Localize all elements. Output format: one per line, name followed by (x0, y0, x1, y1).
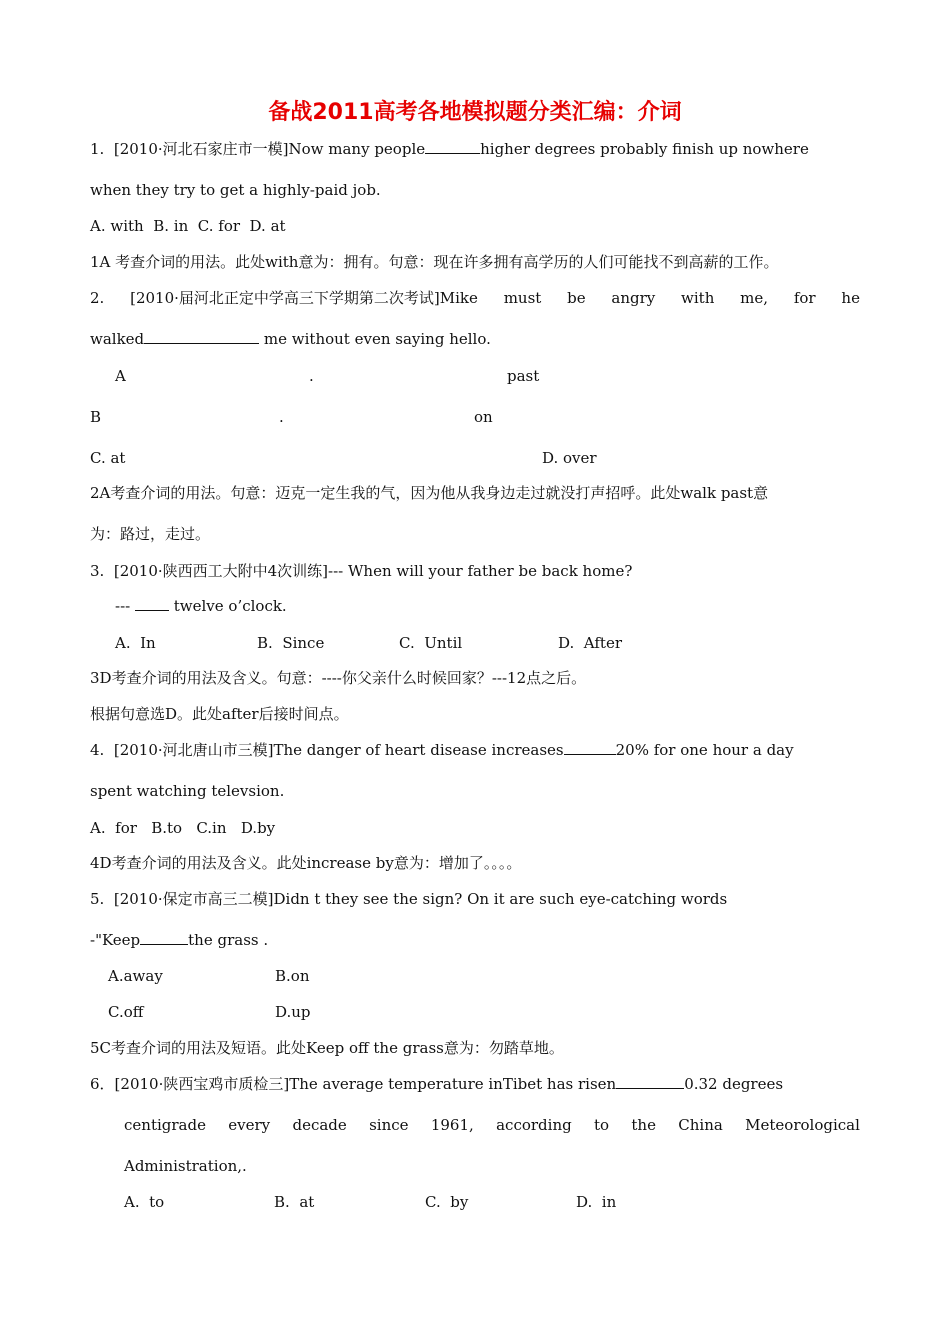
q2-stem-line2: walked me without even saying hello. (90, 330, 491, 348)
q3-option-b: B. Since (257, 634, 325, 652)
q5-blank (140, 930, 188, 945)
q3-answer-line1: 3D考查介词的用法及含义。句意：----你父亲什么时候回家？---12点之后。 (90, 669, 587, 687)
word: the (631, 1116, 656, 1134)
word: 2. (90, 289, 105, 307)
word: [2010·届河北正定中学高三下学期第二次考试]Mike (130, 289, 478, 307)
word: for (793, 289, 816, 307)
q5-option-c: C.off (108, 1003, 144, 1021)
q1-stem-line2: when they try to get a highly-paid job. (90, 181, 381, 199)
q2-option-b-word: on (474, 408, 493, 426)
word: me, (740, 289, 769, 307)
q5-answer: 5C考查介词的用法及短语。此处Keep off the grass意为：勿踏草地。 (90, 1039, 564, 1057)
word: according (496, 1116, 572, 1134)
q2-option-a-word: past (507, 367, 540, 385)
q2-blank (144, 329, 259, 344)
q5-option-a: A.away (108, 967, 163, 985)
q4-blank (564, 740, 616, 755)
q4-options: A. for B.to C.in D.by (90, 819, 276, 837)
word: angry (611, 289, 656, 307)
q5-option-b: B.on (275, 967, 310, 985)
word: every (228, 1116, 271, 1134)
q3-stem-line2: --- twelve o’clock. (115, 597, 287, 615)
q5-stem-line1: 5. [2010·保定市高三二模]Didn t they see the sign? On it are such eye-catching words (90, 890, 728, 908)
q6-option-a: A. to (124, 1193, 165, 1211)
q1-stem-line1: 1. [2010·河北石家庄市一模]Now many people higher degrees probably finish up nowhere (90, 140, 809, 158)
word: Meteorological (745, 1116, 860, 1134)
q2-option-a-dot: . (309, 367, 314, 385)
page-title: 备战2011高考各地模拟题分类汇编：介词 (268, 100, 682, 125)
word: to (594, 1116, 610, 1134)
q4-answer: 4D考查介词的用法及含义。此处increase by意为：增加了。。。。 (90, 854, 522, 872)
q1-blank (425, 139, 480, 154)
word: must (503, 289, 542, 307)
q1-answer: 1A 考查介词的用法。此处with意为：拥有。句意：现在许多拥有高学历的人们可能找不到高薪的工作。 (90, 253, 779, 271)
word: since (369, 1116, 409, 1134)
q2-answer-line2: 为：路过，走过。 (90, 525, 211, 543)
q6-blank (616, 1074, 684, 1089)
q2-option-d: D. over (542, 449, 597, 467)
word: decade (292, 1116, 347, 1134)
q6-stem-line2 (124, 1115, 860, 1135)
word: China (678, 1116, 723, 1134)
word: 1961, (430, 1116, 474, 1134)
q2-option-b-dot: . (279, 408, 284, 426)
q1-options: A. with B. in C. for D. at (90, 217, 286, 235)
q3-blank (135, 596, 169, 611)
q6-option-c: C. by (425, 1193, 469, 1211)
q5-option-d: D.up (275, 1003, 311, 1021)
q2-answer-line1: 2A考查介词的用法。句意：迈克一定生我的气，因为他从我身边走过就没打声招呼。此处walk past意 (90, 484, 769, 502)
q6-stem-line1: 6．[2010·陕西宝鸡市质检三]The average temperature inTibet has risen 0.32 degrees (90, 1075, 784, 1093)
q3-option-a: A. In (115, 634, 156, 652)
q3-option-c: C. Until (399, 634, 463, 652)
q2-option-b-letter: B (90, 408, 102, 426)
q5-stem-line2: -"Keep the grass . (90, 931, 269, 949)
q4-stem-line2: spent watching televsion. (90, 782, 285, 800)
q6-option-b: B. at (274, 1193, 315, 1211)
q3-answer-line2: 根据句意选D。此处after后接时间点。 (90, 705, 349, 723)
q3-option-d: D. After (558, 634, 622, 652)
q2-stem-line1 (90, 288, 860, 308)
word: with (681, 289, 715, 307)
q6-stem-line3: Administration,. (124, 1157, 247, 1175)
word: he (841, 289, 860, 307)
q2-option-c: C. at (90, 449, 126, 467)
q3-stem-line1: 3. [2010·陕西西工大附中4次训练]--- When will your father be back home? (90, 562, 633, 580)
word: centigrade (124, 1116, 206, 1134)
q4-stem-line1: 4. [2010·河北唐山市三模]The danger of heart disease increases 20% for one hour a day (90, 741, 794, 759)
word: be (567, 289, 586, 307)
q2-option-a-letter: A (115, 367, 126, 385)
q6-option-d: D. in (576, 1193, 617, 1211)
